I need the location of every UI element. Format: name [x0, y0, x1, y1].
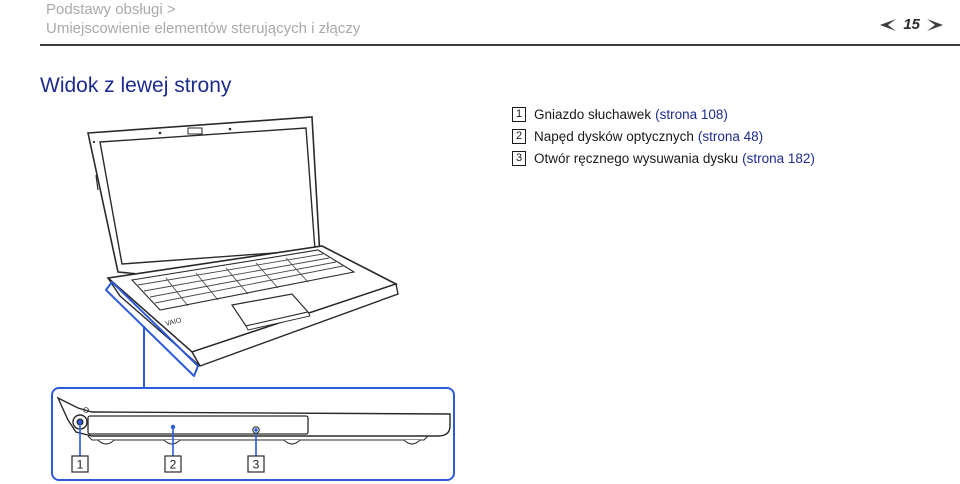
page-navigation [875, 16, 948, 33]
arrow-right-icon[interactable] [926, 18, 948, 32]
legend-item-label: Gniazdo słuchawek [534, 106, 652, 122]
legend-list [512, 103, 815, 169]
legend-item-headphone-jack [512, 103, 815, 125]
arrow-left-icon[interactable] [875, 18, 897, 32]
breadcrumb [46, 0, 360, 38]
callout-2: 2 [169, 457, 177, 472]
header-divider [40, 44, 960, 46]
callout-3: 3 [252, 457, 260, 472]
page-reference-link[interactable]: (strona 48) [697, 128, 764, 144]
page-reference-link[interactable]: (strona 182) [742, 150, 815, 166]
breadcrumb-parent[interactable]: Podstawy obsługi > [46, 1, 176, 18]
legend-number-box: 1 [512, 107, 526, 122]
legend-item-label: Napęd dysków optycznych [534, 128, 694, 144]
callout-1: 1 [76, 457, 84, 472]
legend-item-optical-drive [512, 125, 815, 147]
legend-item-manual-eject-hole [512, 147, 815, 169]
legend-number-box: 2 [512, 129, 526, 144]
side-view-zoom-panel [52, 388, 454, 480]
page-number: 15 [903, 16, 920, 33]
page-reference-link[interactable]: (strona 108) [655, 106, 728, 122]
laptop-left-view-illustration [40, 100, 480, 484]
section-title: Widok z lewej strony [40, 74, 232, 97]
legend-number-box: 3 [512, 151, 526, 166]
svg-text:VAIO: VAIO [164, 317, 183, 328]
legend-item-label: Otwór ręcznego wysuwania dysku [534, 150, 739, 166]
breadcrumb-current[interactable]: Umiejscowienie elementów sterujących i złączy [46, 20, 361, 37]
